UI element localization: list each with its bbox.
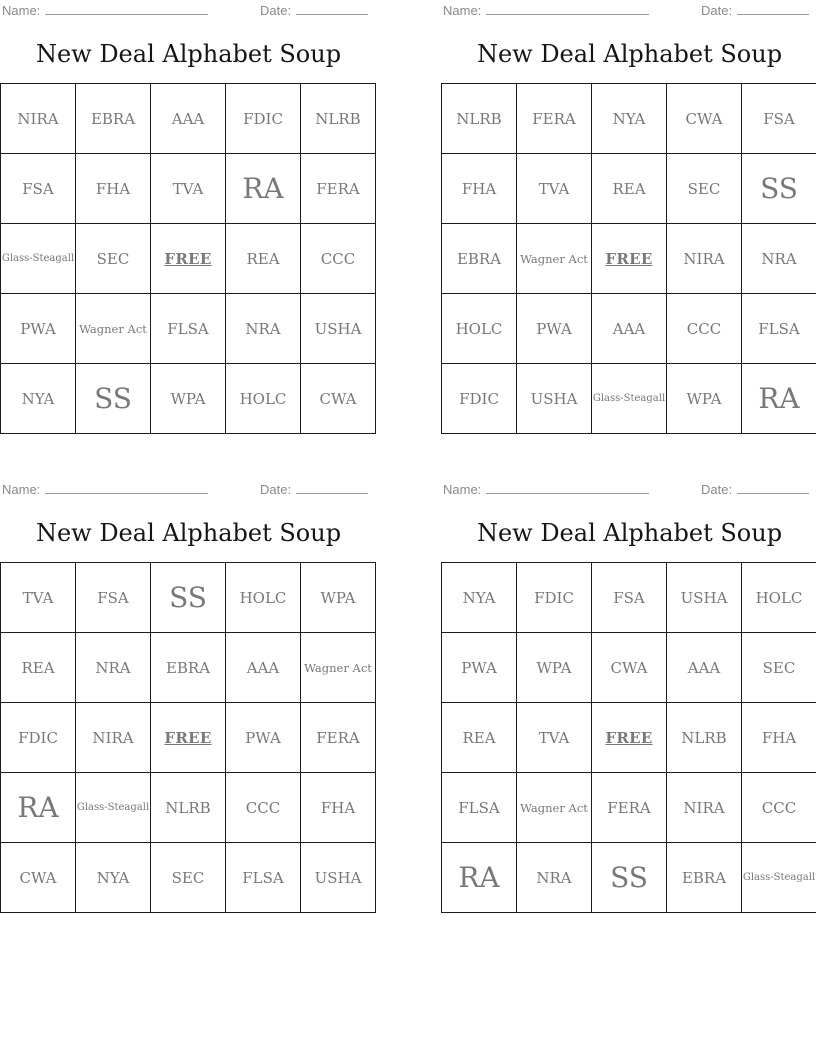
bingo-cell: FSA [592,563,667,633]
bingo-cell: NYA [442,563,517,633]
bingo-cell: EBRA [442,224,517,294]
date-blank-line [737,483,809,494]
bingo-cell: FERA [592,773,667,843]
bingo-cell: RA [742,364,816,434]
bingo-cell: Wagner Act [517,224,592,294]
bingo-cell: AAA [667,633,742,703]
bingo-cell: SEC [742,633,816,703]
bingo-cell: SS [592,843,667,913]
bingo-cell: NIRA [667,773,742,843]
bingo-cell: NLRB [442,84,517,154]
bingo-cell: PWA [1,294,76,364]
bingo-cell: FLSA [442,773,517,843]
bingo-cell: TVA [1,563,76,633]
name-blank-line [45,483,208,494]
bingo-cell: CWA [301,364,376,434]
bingo-cell: NLRB [301,84,376,154]
bingo-cell: CCC [301,224,376,294]
bingo-cell: FLSA [226,843,301,913]
bingo-cell: FHA [301,773,376,843]
date-label: Date: [701,482,733,497]
name-blank-line [486,483,649,494]
bingo-cell: SS [76,364,151,434]
bingo-cell: RA [442,843,517,913]
bingo-cell: WPA [667,364,742,434]
bingo-cell: RA [226,154,301,224]
bingo-cell: Wagner Act [301,633,376,703]
bingo-cell: AAA [151,84,226,154]
name-label: Name: [2,3,41,18]
bingo-cell: CWA [1,843,76,913]
bingo-cell: Wagner Act [76,294,151,364]
bingo-cell: NRA [76,633,151,703]
bingo-cell: CWA [667,84,742,154]
card-header [443,482,816,498]
bingo-cell: FERA [517,84,592,154]
bingo-cell: USHA [517,364,592,434]
bingo-cell: SS [742,154,816,224]
bingo-cell: FSA [742,84,816,154]
bingo-cell: NIRA [76,703,151,773]
bingo-grid [441,83,816,434]
bingo-card [441,479,816,915]
date-blank-line [737,4,809,15]
bingo-cell: FHA [742,703,816,773]
bingo-cell: SEC [76,224,151,294]
date-label: Date: [701,3,733,18]
bingo-cell: CCC [742,773,816,843]
name-label: Name: [443,3,482,18]
bingo-cell: NRA [226,294,301,364]
bingo-card [0,479,377,915]
bingo-cell: PWA [442,633,517,703]
bingo-cell: USHA [301,843,376,913]
bingo-grid [0,562,376,913]
bingo-cell: HOLC [742,563,816,633]
bingo-cell: NLRB [151,773,226,843]
bingo-cell: USHA [667,563,742,633]
date-label: Date: [260,482,292,497]
bingo-cell: NYA [1,364,76,434]
bingo-cell: HOLC [226,364,301,434]
bingo-cell: FHA [442,154,517,224]
bingo-cell: NRA [517,843,592,913]
bingo-cell: FREE [151,224,226,294]
bingo-cell: USHA [301,294,376,364]
name-label: Name: [443,482,482,497]
card-title: New Deal Alphabet Soup [476,519,783,547]
bingo-cell: FHA [76,154,151,224]
bingo-cell: NRA [742,224,816,294]
bingo-cell: WPA [301,563,376,633]
bingo-cell: FLSA [151,294,226,364]
bingo-cell: Glass-Steagall [592,364,667,434]
bingo-cell: Glass-Steagall [742,843,816,913]
bingo-cell: WPA [151,364,226,434]
bingo-cell: FERA [301,154,376,224]
bingo-card [441,0,816,436]
date-group [701,3,809,18]
bingo-cell: NYA [76,843,151,913]
bingo-cell: WPA [517,633,592,703]
bingo-cell: REA [226,224,301,294]
date-group [260,482,368,497]
name-blank-line [486,4,649,15]
card-title: New Deal Alphabet Soup [476,40,783,68]
bingo-cell: SS [151,563,226,633]
bingo-cell: NLRB [667,703,742,773]
bingo-cell: SEC [667,154,742,224]
card-header [2,3,377,19]
date-group [701,482,809,497]
bingo-cell: HOLC [442,294,517,364]
bingo-cell: PWA [226,703,301,773]
bingo-cell: NYA [592,84,667,154]
bingo-cell: REA [1,633,76,703]
bingo-cell: TVA [151,154,226,224]
bingo-cell: SEC [151,843,226,913]
card-title: New Deal Alphabet Soup [35,519,342,547]
card-header [443,3,816,19]
name-label: Name: [2,482,41,497]
bingo-grid [441,562,816,913]
bingo-cell: CWA [592,633,667,703]
bingo-cell: AAA [226,633,301,703]
bingo-cell: Wagner Act [517,773,592,843]
bingo-cell: NIRA [1,84,76,154]
bingo-cell: FLSA [742,294,816,364]
bingo-cell: TVA [517,154,592,224]
bingo-card [0,0,377,436]
bingo-cell: FSA [76,563,151,633]
date-group [260,3,368,18]
card-header [2,482,377,498]
date-blank-line [296,483,368,494]
bingo-cell: CCC [226,773,301,843]
bingo-cell: TVA [517,703,592,773]
bingo-cell: EBRA [667,843,742,913]
bingo-cell: FREE [151,703,226,773]
bingo-cell: EBRA [151,633,226,703]
bingo-cell: FDIC [442,364,517,434]
bingo-cell: AAA [592,294,667,364]
bingo-cell: FDIC [226,84,301,154]
bingo-cell: Glass-Steagall [76,773,151,843]
bingo-cell: EBRA [76,84,151,154]
bingo-cell: FSA [1,154,76,224]
date-label: Date: [260,3,292,18]
bingo-cell: FDIC [517,563,592,633]
bingo-cell: PWA [517,294,592,364]
bingo-cell: RA [1,773,76,843]
bingo-grid [0,83,376,434]
bingo-cell: FDIC [1,703,76,773]
card-title: New Deal Alphabet Soup [35,40,342,68]
bingo-cell: REA [592,154,667,224]
bingo-cell: FREE [592,703,667,773]
bingo-cell: Glass-Steagall [1,224,76,294]
bingo-cell: REA [442,703,517,773]
bingo-cell: HOLC [226,563,301,633]
bingo-cell: NIRA [667,224,742,294]
name-blank-line [45,4,208,15]
date-blank-line [296,4,368,15]
bingo-cell: CCC [667,294,742,364]
bingo-cell: FREE [592,224,667,294]
bingo-cell: FERA [301,703,376,773]
